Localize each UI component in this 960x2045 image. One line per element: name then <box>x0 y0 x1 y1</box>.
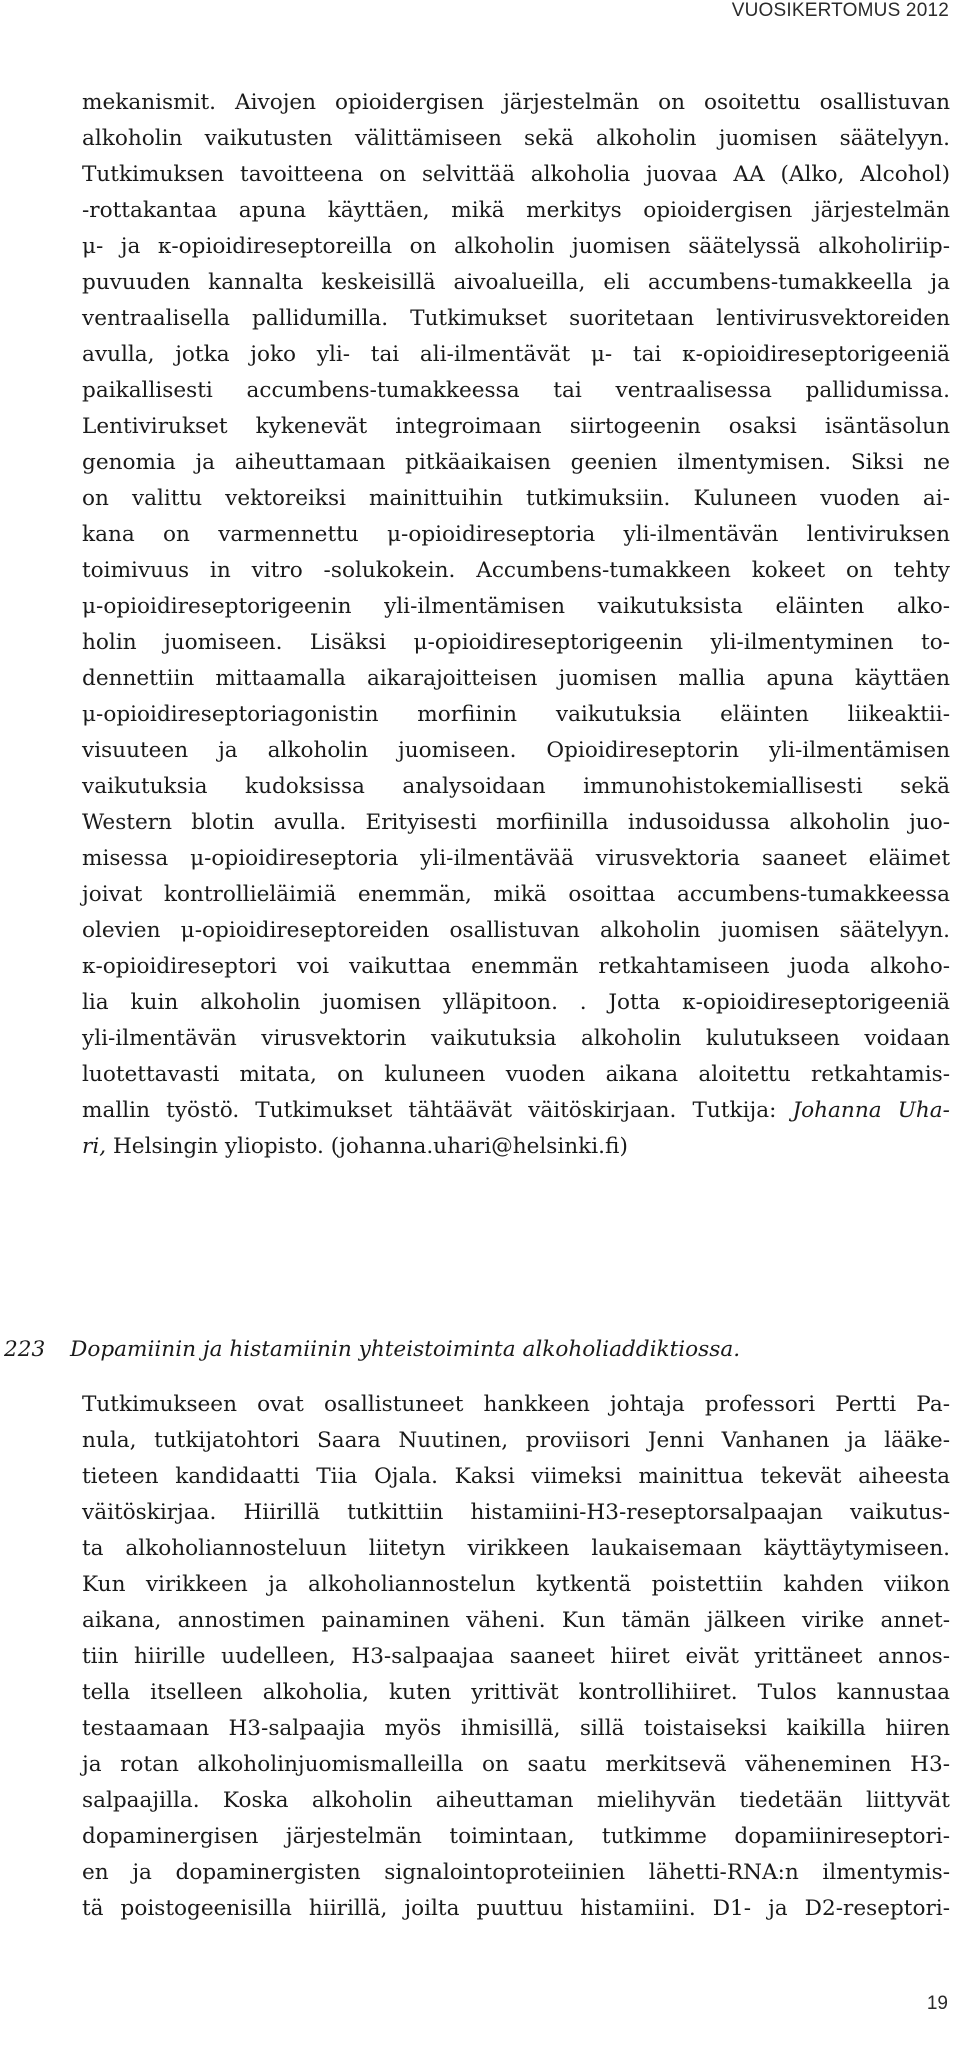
continued-paragraph <box>82 85 950 1165</box>
text-line: aikana, annostimen painaminen väheni. Kun tämän jälkeen virike annet- <box>82 1608 950 1633</box>
text-line: κ-opioidireseptori voi vaikuttaa enemmän retkahtamiseen juoda alkoho- <box>82 954 950 979</box>
text-line: alkoholin vaikutusten välittämiseen sekä alkoholin juomisen säätelyyn. <box>82 126 950 151</box>
text-line: tieteen kandidaatti Tiia Ojala. Kaksi viimeksi mainittua tekevät aiheesta <box>82 1464 950 1489</box>
text-line: μ-opioidireseptoriagonistin morfiinin vaikutuksia eläinten liikeaktii- <box>82 702 950 727</box>
text-line: visuuteen ja alkoholin juomiseen. Opioidireseptorin yli-ilmentämisen <box>82 738 950 763</box>
entry-number: 223 <box>4 1337 46 1362</box>
entry-heading <box>4 1337 740 1362</box>
text-line: paikallisesti accumbens-tumakkeessa tai ventraalisessa pallidumissa. <box>82 378 950 403</box>
text-line: tä poistogeenisilla hiirillä, joilta puuttuu histamiini. D1- ja D2-reseptori- <box>82 1896 950 1921</box>
text-line: salpaajilla. Koska alkoholin aiheuttaman mielihyvän tiedetään liittyvät <box>82 1788 950 1813</box>
text-line: vaikutuksia kudoksissa analysoidaan immunohistokemiallisesti sekä <box>82 774 950 799</box>
researcher-name-continued: ri, <box>82 1134 107 1159</box>
text-line: dopaminergisen järjestelmän toimintaan, tutkimme dopamiinireseptori- <box>82 1824 950 1849</box>
text-line: Tutkimuksen tavoitteena on selvittää alkoholia juovaa AA (Alko, Alcohol) <box>82 162 950 187</box>
text-line: ta alkoholiannosteluun liitetyn virikkeen laukaisemaan käyttäytymiseen. <box>82 1536 950 1561</box>
running-head: VUOSIKERTOMUS 2012 <box>731 0 949 21</box>
text-line: testaamaan H3-salpaajia myös ihmisillä, sillä toistaiseksi kaikilla hiiren <box>82 1716 950 1741</box>
text-line: Western blotin avulla. Erityisesti morfiinilla indusoidussa alkoholin juo- <box>82 810 950 835</box>
text-line: olevien μ-opioidireseptoreiden osallistuvan alkoholin juomisen säätelyyn. <box>82 918 950 943</box>
text-line: misessa μ-opioidireseptoria yli-ilmentävää virusvektoria saaneet eläimet <box>82 846 950 871</box>
text-line: kana on varmennettu μ-opioidireseptoria yli-ilmentävän lentiviruksen <box>82 522 950 547</box>
text-line: tiin hiirille uudelleen, H3-salpaajaa saaneet hiiret eivät yrittäneet annos- <box>82 1644 950 1669</box>
researcher-label: mallin työstö. Tutkimukset tähtäävät väitöskirjaan. Tutkija: <box>82 1098 777 1123</box>
text-line: Tutkimukseen ovat osallistuneet hankkeen johtaja professori Pertti Pa- <box>82 1392 950 1417</box>
text-line: μ- ja κ-opioidireseptoreilla on alkoholin juomisen säätelyssä alkoholiriip- <box>82 234 950 259</box>
researcher-name: Johanna Uha- <box>792 1098 950 1123</box>
text-line: ja rotan alkoholinjuomismalleilla on saatu merkitsevä väheneminen H3- <box>82 1752 950 1777</box>
text-line: tella itselleen alkoholia, kuten yrittivät kontrollihiiret. Tulos kannustaa <box>82 1680 950 1705</box>
text-line: dennettiin mittaamalla aikarajoitteisen juomisen mallia apuna käyttäen <box>82 666 950 691</box>
text-line: väitöskirjaa. Hiirillä tutkittiin histamiini-H3-reseptorsalpaajan vaikutus- <box>82 1500 950 1525</box>
text-line: joivat kontrollieläimiä enemmän, mikä osoittaa accumbens-tumakkeessa <box>82 882 950 907</box>
researcher-affiliation: Helsingin yliopisto. (johanna.uhari@helsinki.fi) <box>112 1134 628 1159</box>
text-line: ventraalisella pallidumilla. Tutkimukset suoritetaan lentivirusvektoreiden <box>82 306 950 331</box>
text-line: en ja dopaminergisten signalointoproteiinien lähetti-RNA:n ilmentymis- <box>82 1860 950 1885</box>
text-line <box>82 1093 950 1129</box>
entry-title: Dopamiinin ja histamiinin yhteistoiminta alkoholiaddiktiossa. <box>70 1337 741 1362</box>
text-line: puvuuden kannalta keskeisillä aivoalueilla, eli accumbens-tumakkeella ja <box>82 270 950 295</box>
text-line: on valittu vektoreiksi mainittuihin tutkimuksiin. Kuluneen vuoden ai- <box>82 486 950 511</box>
entry-paragraph <box>82 1387 950 1927</box>
text-line: Kun virikkeen ja alkoholiannostelun kytkentä poistettiin kahden viikon <box>82 1572 950 1597</box>
text-line: Lentivirukset kykenevät integroimaan siirtogeenin osaksi isäntäsolun <box>82 414 950 439</box>
text-line: mekanismit. Aivojen opioidergisen järjestelmän on osoitettu osallistuvan <box>82 90 950 115</box>
text-line: -rottakantaa apuna käyttäen, mikä merkitys opioidergisen järjestelmän <box>82 198 950 223</box>
text-line: nula, tutkijatohtori Saara Nuutinen, proviisori Jenni Vanhanen ja lääke- <box>82 1428 950 1453</box>
text-line: μ-opioidireseptorigeenin yli-ilmentämisen vaikutuksista eläinten alko- <box>82 594 950 619</box>
text-line: luotettavasti mitata, on kuluneen vuoden aikana aloitettu retkahtamis- <box>82 1062 950 1087</box>
text-line: holin juomiseen. Lisäksi μ-opioidireseptorigeenin yli-ilmentyminen to- <box>82 630 950 655</box>
text-line: lia kuin alkoholin juomisen ylläpitoon. . Jotta κ-opioidireseptorigeeniä <box>82 990 950 1015</box>
text-line: toimivuus in vitro -solukokein. Accumbens-tumakkeen kokeet on tehty <box>82 558 950 583</box>
text-line <box>82 1129 950 1165</box>
text-line: genomia ja aiheuttamaan pitkäaikaisen geenien ilmentymisen. Siksi ne <box>82 450 950 475</box>
text-line: avulla, jotka joko yli- tai ali-ilmentävät μ- tai κ-opioidireseptorigeeniä <box>82 342 950 367</box>
text-line: yli-ilmentävän virusvektorin vaikutuksia alkoholin kulutukseen voidaan <box>82 1026 950 1051</box>
page-number: 19 <box>926 1993 948 2014</box>
